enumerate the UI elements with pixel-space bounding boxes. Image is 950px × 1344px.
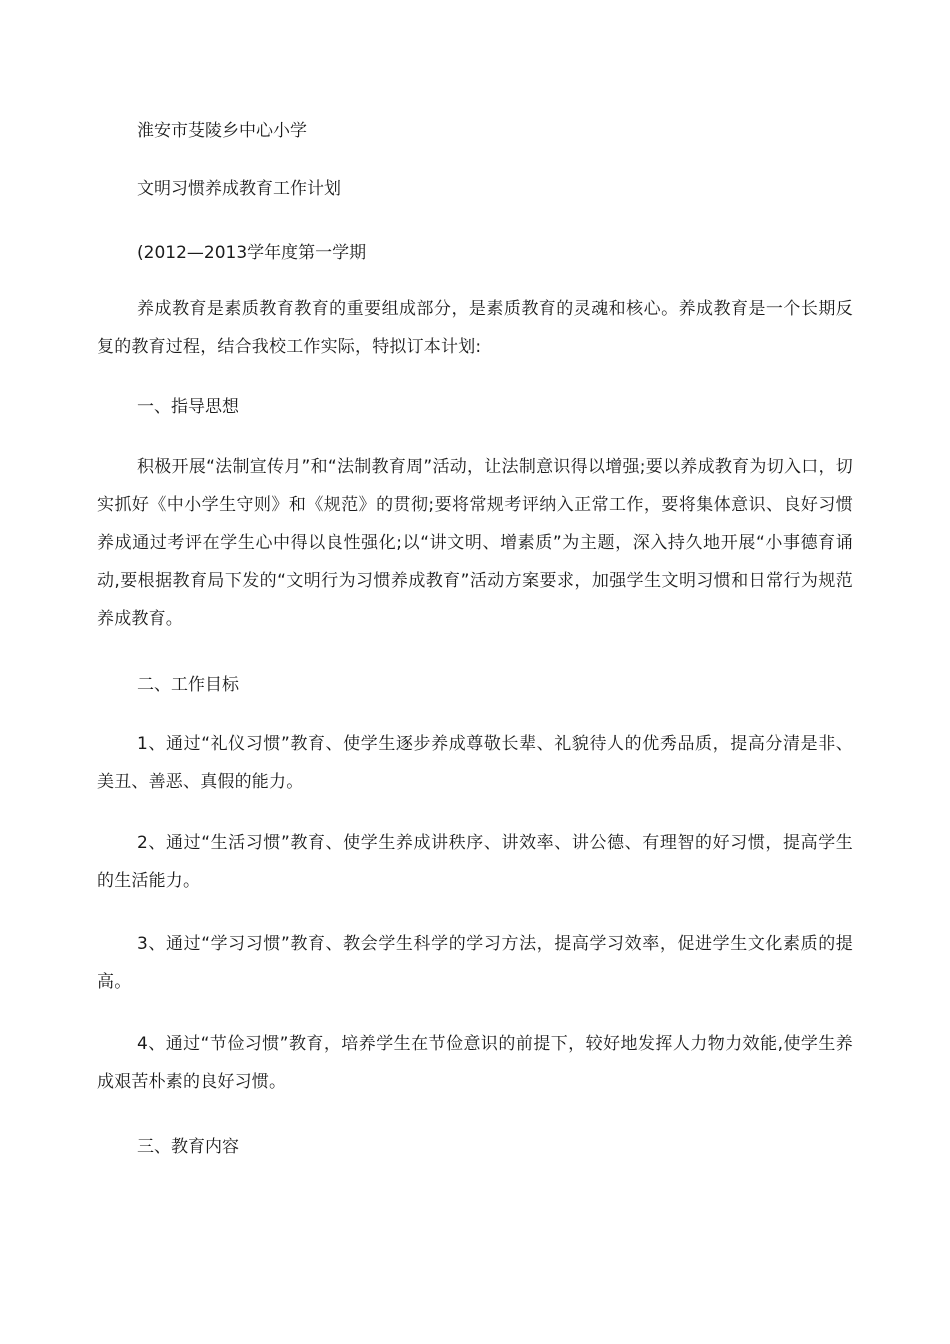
- intro-paragraph: 养成教育是素质教育教育的重要组成部分，是素质教育的灵魂和核心。养成教育是一个长期反复的教育过程，结合我校工作实际，特拟订本计划:: [97, 299, 853, 357]
- goal-item-1: 1、通过“礼仪习惯”教育、使学生逐步养成尊敬长辈、礼貌待人的优秀品质，提高分清是非、美丑、善恶、真假的能力。: [97, 734, 853, 792]
- goal-item-2: 2、通过“生活习惯”教育、使学生养成讲秩序、讲效率、讲公德、有理智的好习惯，提高学生的生活能力。: [97, 833, 853, 891]
- section-heading-guiding-thought: 一、指导思想: [137, 397, 239, 417]
- goal-item-4: 4、通过“节俭习惯”教育，培养学生在节俭意识的前提下，较好地发挥人力物力效能,使学生养成艰苦朴素的良好习惯。: [97, 1034, 853, 1092]
- guiding-thought-paragraph: 积极开展“法制宣传月”和“法制教育周”活动，让法制意识得以增强;要以养成教育为切入口，切实抓好《中小学生守则》和《规范》的贯彻;要将常规考评纳入正常工作，要将集体意识、良好习惯养成通过考评在学生心中得以良性强化;以“讲文明、增素质”为主题，深入持久地开展“小事德育诵动,要根据教育局下发的“文明行为习惯养成教育”活动方案要求，加强学生文明习惯和日常行为规范养成教育。: [97, 457, 853, 629]
- term-line: (2012—2013学年度第一学期: [137, 243, 367, 263]
- document-title: 文明习惯养成教育工作计划: [137, 179, 341, 199]
- school-name: 淮安市芟陵乡中心小学: [137, 121, 307, 141]
- section-heading-education-content: 三、教育内容: [137, 1137, 239, 1157]
- section-heading-work-goals: 二、工作目标: [137, 675, 239, 695]
- goal-item-3: 3、通过“学习习惯”教育、教会学生科学的学习方法，提高学习效率，促进学生文化素质的提高。: [97, 934, 853, 992]
